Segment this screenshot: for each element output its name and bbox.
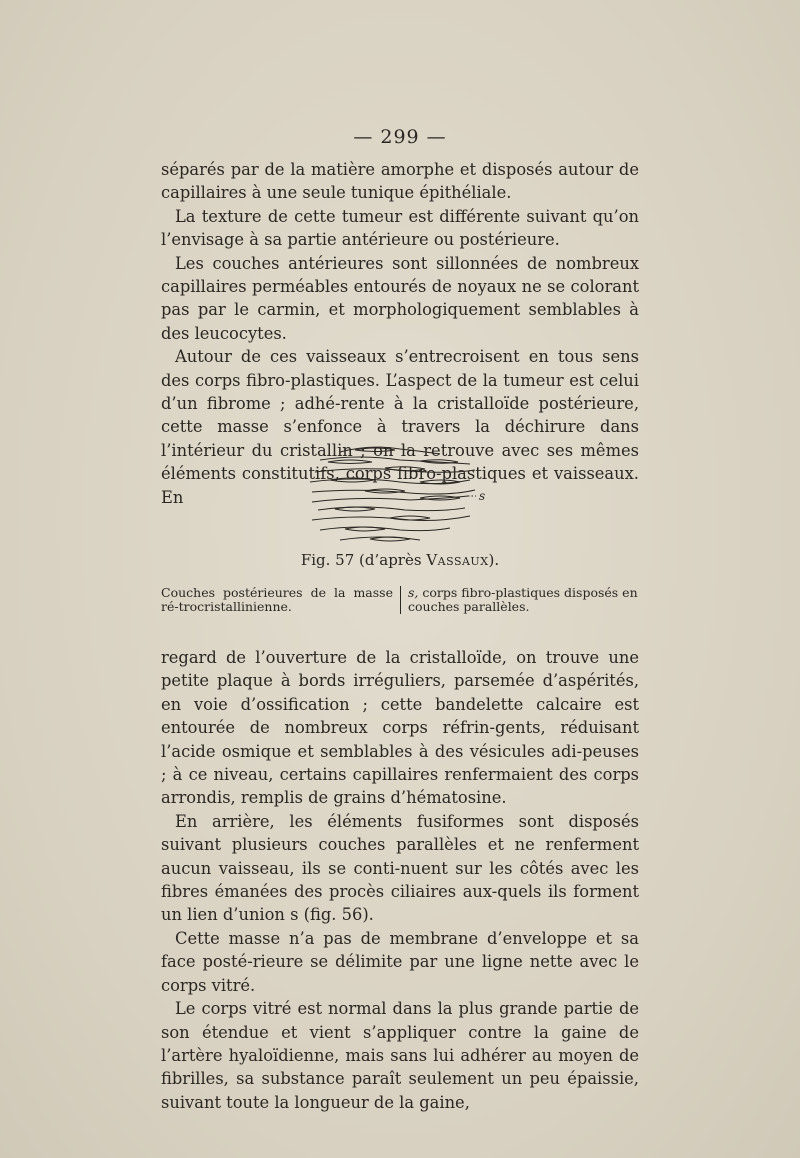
fiber-cell — [335, 507, 375, 511]
page-number: — 299 — — [353, 126, 447, 148]
legend-right-lead: s, — [408, 585, 419, 600]
fiber-cell — [315, 469, 475, 473]
figure-legend — [161, 586, 639, 616]
text-block-bottom — [161, 646, 639, 1114]
paragraph: Le corps vitré est normal dans la plus grande partie de son étendue et vient s’appliquer contre la gaine de l’artère hyaloïdienne, mais sans lui adhérer au moyen de fibrilles, sa substance paraît seulement un peu épaissie, suivant toute la longueur de la gaine, — [161, 999, 639, 1112]
fiber-cell — [420, 460, 458, 464]
paragraph: La texture de cette tumeur est différente suivant qu’on l’envisage à sa partie antérieure ou postérieure. — [161, 206, 639, 250]
figure-marker-s: s — [479, 489, 486, 503]
legend-left: Couches postérieures de la masse ré-trocristallinienne. — [161, 585, 393, 614]
legend-divider — [400, 586, 401, 614]
fiber-cell — [355, 448, 395, 452]
paragraph: En arrière, les éléments fusiformes sont disposés suivant plusieurs couches parallèles et ne renferment aucun vaisseau, ils se conti-nuent sur les côtés avec les fibres émanées des procès ciliaires aux-quels ils forment un lien d’union s (fig. 56). — [161, 811, 639, 925]
fiber-cell — [345, 527, 385, 531]
paragraph: séparés par de la matière amorphe et disposés autour de capillaires à une seule tunique épithéliale. — [161, 160, 639, 203]
fiber-cell — [312, 496, 468, 502]
figure-caption-author: Vassaux — [426, 551, 489, 569]
fiber-cell — [390, 516, 430, 520]
paragraph: Les couches antérieures sont sillonnées de nombreux capillaires perméables entourés de noyaux ne se colorant pas par le carmin, et morphologiquement semblables à des leucocytes. — [161, 253, 639, 343]
fiber-cell — [328, 460, 372, 464]
figure-57-illustration — [300, 440, 500, 550]
fiber-cell — [312, 490, 475, 494]
figure-caption-prefix: Fig. 57 (d’après — [300, 551, 427, 569]
figure-caption — [0, 551, 800, 569]
legend-right — [408, 586, 639, 614]
figure-caption-suffix: ). — [488, 551, 500, 569]
paragraph: Autour de ces vaisseaux s’entrecroisent en tous sens des corps fibro-plastiques. L’aspect de la tumeur est celui d’un fibrome ; adhé-rente à la cristalloïde postérieure, cette masse s’enfonce à travers la déchirure dans l’intérieur du cristallin ; on la retrouve avec ses mêmes éléments constitutifs, corps fibro-plastiques et vaisseaux. En — [161, 347, 639, 507]
paragraph: Cette masse n’a pas de membrane d’enveloppe et sa face posté-rieure se délimite par une ligne nette avec le corps vitré. — [161, 928, 639, 995]
paragraph: regard de l’ouverture de la cristalloïde, on trouve une petite plaque à bords irréguliers, parsemée d’aspérités, en voie d’ossification ; cette bandelette calcaire est entourée de nombreux corps réfrin-gents, réduisant l’acide osmique et semblables à des vésicules adi-peuses ; à ce niveau, certains capillaires renfermaient des corps arrondis, remplis de grains d’hématosine. — [161, 648, 639, 808]
legend-right-text: corps fibro-plastiques disposés en couches parallèles. — [408, 585, 638, 614]
